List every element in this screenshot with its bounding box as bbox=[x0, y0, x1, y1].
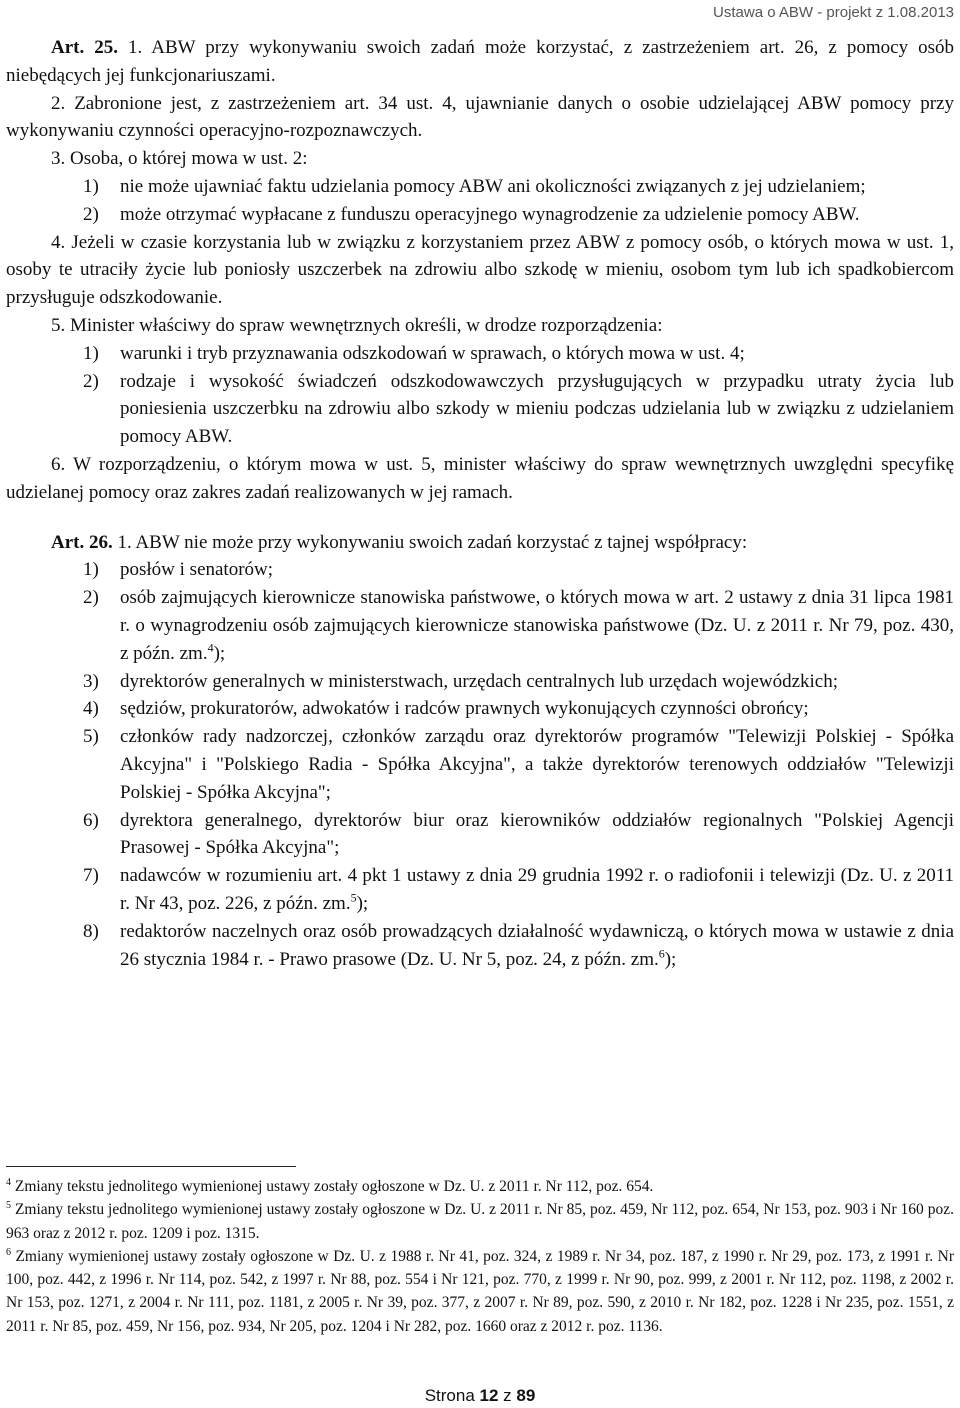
art25-ust3-item bbox=[83, 173, 954, 201]
item-text bbox=[120, 584, 954, 667]
item-number: 5) bbox=[83, 726, 99, 748]
item-text: nie może ujawniać faktu udzielania pomocy ABW ani okoliczności związanych z jej udzielaniem; bbox=[120, 175, 866, 197]
item-text-tail: ); bbox=[664, 948, 677, 970]
footnote-number: 6 bbox=[6, 1246, 11, 1258]
footnote bbox=[6, 1175, 954, 1198]
page-number: 12 bbox=[479, 1386, 499, 1405]
art26-item bbox=[83, 807, 954, 863]
item-number: 2) bbox=[83, 203, 99, 225]
art25-ust3-item bbox=[83, 201, 954, 229]
art26-ust1-text: 1. ABW nie może przy wykonywaniu swoich zadań korzystać z tajnej współpracy: bbox=[112, 531, 748, 553]
page-footer bbox=[0, 1386, 960, 1406]
item-text-main: nadawców w rozumieniu art. 4 pkt 1 ustawy z dnia 29 grudnia 1992 r. o radiofonii i telewizji (Dz. U. z 2011 r. Nr 43, poz. 226, z późn. zm. bbox=[120, 865, 954, 914]
art26-label: Art. 26. bbox=[51, 531, 113, 553]
page-total: 89 bbox=[516, 1386, 536, 1405]
page-label: Strona bbox=[424, 1386, 480, 1405]
art25-label: Art. 25. bbox=[51, 37, 119, 58]
document-body bbox=[6, 34, 954, 973]
art26-item bbox=[83, 862, 954, 918]
item-text-tail: ); bbox=[356, 892, 369, 914]
footnote-ref: 6 bbox=[658, 946, 665, 961]
page-separator: z bbox=[498, 1386, 517, 1405]
item-text-main: redaktorów naczelnych oraz osób prowadzących działalność wydawniczą, o których mowa w ustawie z dnia 26 stycznia 1984 r. - Prawo prasowe (Dz. U. Nr 5, poz. 24, z późn. zm. bbox=[120, 920, 954, 970]
item-text: sędziów, prokuratorów, adwokatów i radców prawnych wykonujących czynności obrońcy; bbox=[120, 698, 809, 720]
paragraph-gap bbox=[6, 507, 954, 529]
item-number: 8) bbox=[83, 920, 99, 942]
item-number: 3) bbox=[83, 670, 99, 692]
footnote bbox=[6, 1198, 954, 1245]
art25-ust2: 2. Zabronione jest, z zastrzeżeniem art. 34 ust. 4, ujawnianie danych o osobie udzielającej ABW pomocy przy wykonywaniu czynności operacyjno-rozpoznawczych. bbox=[6, 92, 954, 142]
item-text-tail: ); bbox=[213, 642, 226, 664]
art25-ust5: 5. Minister właściwy do spraw wewnętrznych określi, w drodze rozporządzenia: bbox=[51, 314, 663, 336]
art25-ust5-item bbox=[83, 368, 954, 451]
item-text: posłów i senatorów; bbox=[120, 559, 274, 581]
footnote-number: 4 bbox=[6, 1176, 11, 1188]
art25-ust5-item bbox=[83, 340, 954, 368]
art25-ust1-text: 1. ABW przy wykonywaniu swoich zadań może korzystać, z zastrzeżeniem art. 26, z pomocy osób niebędących jej funkcjonariuszami. bbox=[6, 37, 954, 86]
item-text: może otrzymać wypłacane z funduszu operacyjnego wynagrodzenie za udzielenie pomocy ABW. bbox=[120, 203, 860, 225]
art26-item bbox=[83, 723, 954, 806]
art26-item bbox=[83, 556, 954, 584]
art26-item bbox=[83, 668, 954, 696]
item-number: 1) bbox=[83, 175, 99, 197]
item-text: dyrektorów generalnych w ministerstwach, urzędach centralnych lub urzędach wojewódzkich; bbox=[120, 670, 839, 692]
item-text bbox=[120, 918, 954, 974]
footnote bbox=[6, 1245, 954, 1338]
art26-item bbox=[83, 918, 954, 974]
item-text: członków rady nadzorczej, członków zarządu oraz dyrektorów programów "Telewizji Polskiej - Spółka Akcyjna" i "Polskiego Radia - Spółka Akcyjna", a także dyrektorów terenowych oddziałów "Telewizji Polskiej - Spółka Akcyjna"; bbox=[120, 726, 954, 803]
item-number: 1) bbox=[83, 342, 99, 364]
item-text: warunki i tryb przyznawania odszkodowań w sprawach, o których mowa w ust. 4; bbox=[120, 342, 745, 364]
art26-item bbox=[83, 584, 954, 667]
item-number: 4) bbox=[83, 698, 99, 720]
item-text bbox=[120, 862, 954, 918]
item-number: 6) bbox=[83, 809, 99, 831]
art25-ust1 bbox=[6, 34, 954, 90]
art25-ust3: 3. Osoba, o której mowa w ust. 2: bbox=[51, 148, 308, 170]
footnote-text: Zmiany tekstu jednolitego wymienionej ustawy zostały ogłoszone w Dz. U. z 2011 r. Nr 85, poz. 459, Nr 112, poz. 654, Nr 153, poz. 903 i Nr 160 poz. 963 oraz z 2012 r. poz. 1209 i poz. 1315. bbox=[6, 1201, 954, 1242]
footnote-divider bbox=[6, 1166, 296, 1167]
footnote-ref: 4 bbox=[207, 640, 214, 655]
art26-item bbox=[83, 695, 954, 723]
item-number: 2) bbox=[83, 587, 99, 609]
footnote-text: Zmiany tekstu jednolitego wymienionej ustawy zostały ogłoszone w Dz. U. z 2011 r. Nr 112, poz. 654. bbox=[11, 1178, 654, 1195]
running-header: Ustawa o ABW - projekt z 1.08.2013 bbox=[713, 4, 954, 21]
item-text: dyrektora generalnego, dyrektorów biur oraz kierowników oddziałów regionalnych "Polskiej Agencji Prasowej - Spółka Akcyjna"; bbox=[120, 809, 954, 859]
art25-ust6: 6. W rozporządzeniu, o którym mowa w ust. 5, minister właściwy do spraw wewnętrznych uwzględni specyfikę udzielanej pomocy oraz zakres zadań realizowanych w jej ramach. bbox=[6, 453, 954, 503]
footnotes bbox=[6, 1175, 954, 1338]
footnote-number: 5 bbox=[6, 1200, 11, 1212]
item-text: rodzaje i wysokość świadczeń odszkodowawczych przysługujących w przypadku utraty życia lub poniesienia uszczerbku na zdrowiu albo szkody w mieniu podczas udzielania lub w związku z udzielaniem pomocy ABW. bbox=[120, 370, 954, 448]
art25-ust4: 4. Jeżeli w czasie korzystania lub w związku z korzystaniem przez ABW z pomocy osób, o których mowa w ust. 1, osoby te utraciły życie lub poniosły uszczerbek na zdrowiu albo szkodę w mieniu, osobom tym lub ich spadkobiercom przysługuje odszkodowanie. bbox=[6, 231, 954, 309]
art26-ust1 bbox=[6, 529, 954, 557]
item-number: 7) bbox=[83, 865, 99, 887]
footnote-text: Zmiany wymienionej ustawy zostały ogłoszone w Dz. U. z 1988 r. Nr 41, poz. 324, z 1989 r. Nr 34, poz. 187, z 1990 r. Nr 29, poz. 173, z 1991 r. Nr 100, poz. 442, z 1996 r. Nr 114, poz. 542, z 1997 r. Nr 88, poz. 554 i Nr 121, poz. 770, z 1999 r. Nr 90, poz. 999, z 2001 r. Nr 112, poz. 1198, z 2002 r. Nr 153, poz. 1271, z 2004 r. Nr 111, poz. 1181, z 2005 r. Nr 39, poz. 377, z 2007 r. Nr 89, poz. 590, z 2010 r. Nr 182, poz. 1228 i Nr 235, poz. 1551, z 2011 r. Nr 85, poz. 459, Nr 156, poz. 934, Nr 205, poz. 1204 i Nr 282, poz. 1660 oraz z 2012 r. poz. 1136. bbox=[6, 1247, 954, 1335]
footnote-ref: 5 bbox=[350, 890, 357, 905]
item-number: 2) bbox=[83, 370, 99, 392]
item-text-main: osób zajmujących kierownicze stanowiska państwowe, o których mowa w art. 2 ustawy z dnia 31 lipca 1981 r. o wynagrodzeniu osób zajmujących kierownicze stanowiska państwowe (Dz. U. z 2011 r. Nr 79, poz. 430, z późn. zm. bbox=[120, 587, 954, 664]
item-number: 1) bbox=[83, 559, 99, 581]
